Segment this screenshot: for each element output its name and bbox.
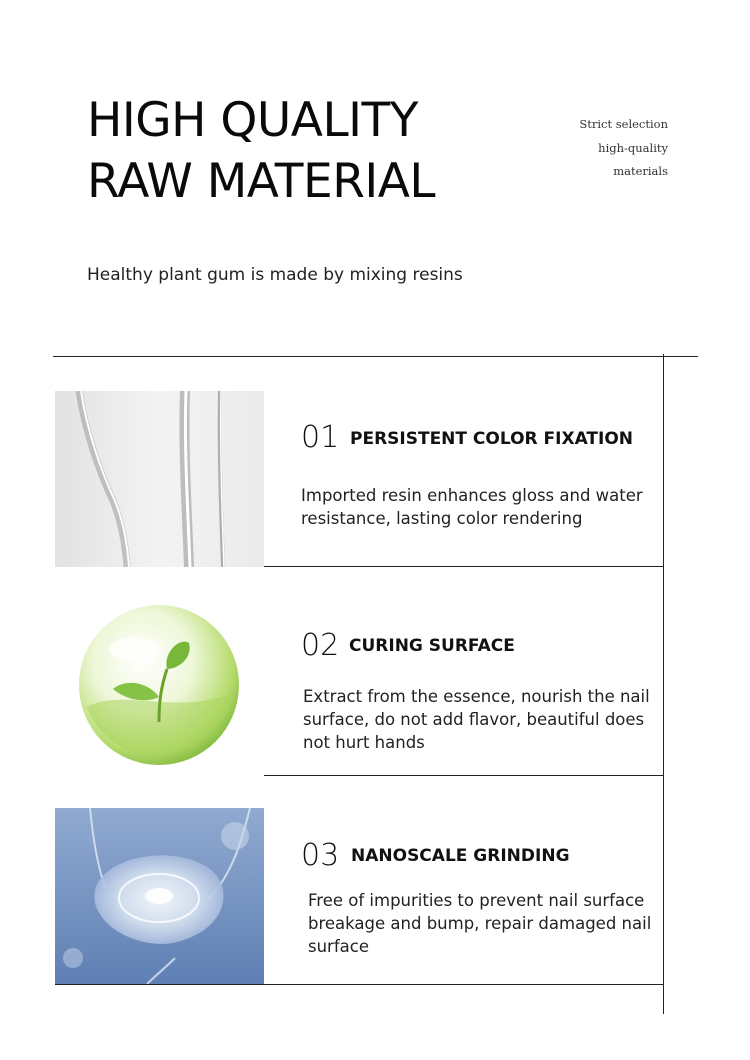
green-sprout-sphere-image — [55, 597, 264, 773]
side-note-line: high-quality — [598, 140, 668, 155]
feature-title: PERSISTENT COLOR FIXATION — [350, 429, 634, 449]
feature-description: Free of impurities to prevent nail surface breakage and bump, repair damaged nail surface — [308, 891, 652, 956]
feature-description: Imported resin enhances gloss and water resistance, lasting color rendering — [301, 486, 643, 528]
row-divider — [264, 566, 664, 567]
feature-description: Extract from the essence, nourish the nail surface, do not add flavor, beautiful does not hurt hands — [303, 687, 650, 752]
clear-resin-strands-image — [55, 391, 264, 567]
feature-number: 03 — [301, 838, 340, 873]
gel-droplet-splash-image — [55, 808, 264, 984]
row-divider — [55, 984, 664, 985]
side-note — [579, 113, 668, 184]
subtitle: Healthy plant gum is made by mixing resins — [87, 265, 463, 285]
right-divider — [663, 354, 664, 1014]
side-note-line: materials — [613, 164, 668, 178]
feature-number: 01 — [301, 420, 340, 455]
title-line-1: HIGH QUALITY — [87, 93, 418, 148]
page-title — [87, 90, 435, 212]
feature-number: 02 — [301, 628, 340, 663]
title-line-2: RAW MATERIAL — [87, 154, 436, 209]
top-divider — [53, 356, 698, 357]
row-divider — [264, 775, 664, 776]
side-note-line: Strict selection — [579, 117, 668, 131]
feature-title: CURING SURFACE — [349, 636, 515, 656]
feature-title: NANOSCALE GRINDING — [351, 846, 570, 866]
